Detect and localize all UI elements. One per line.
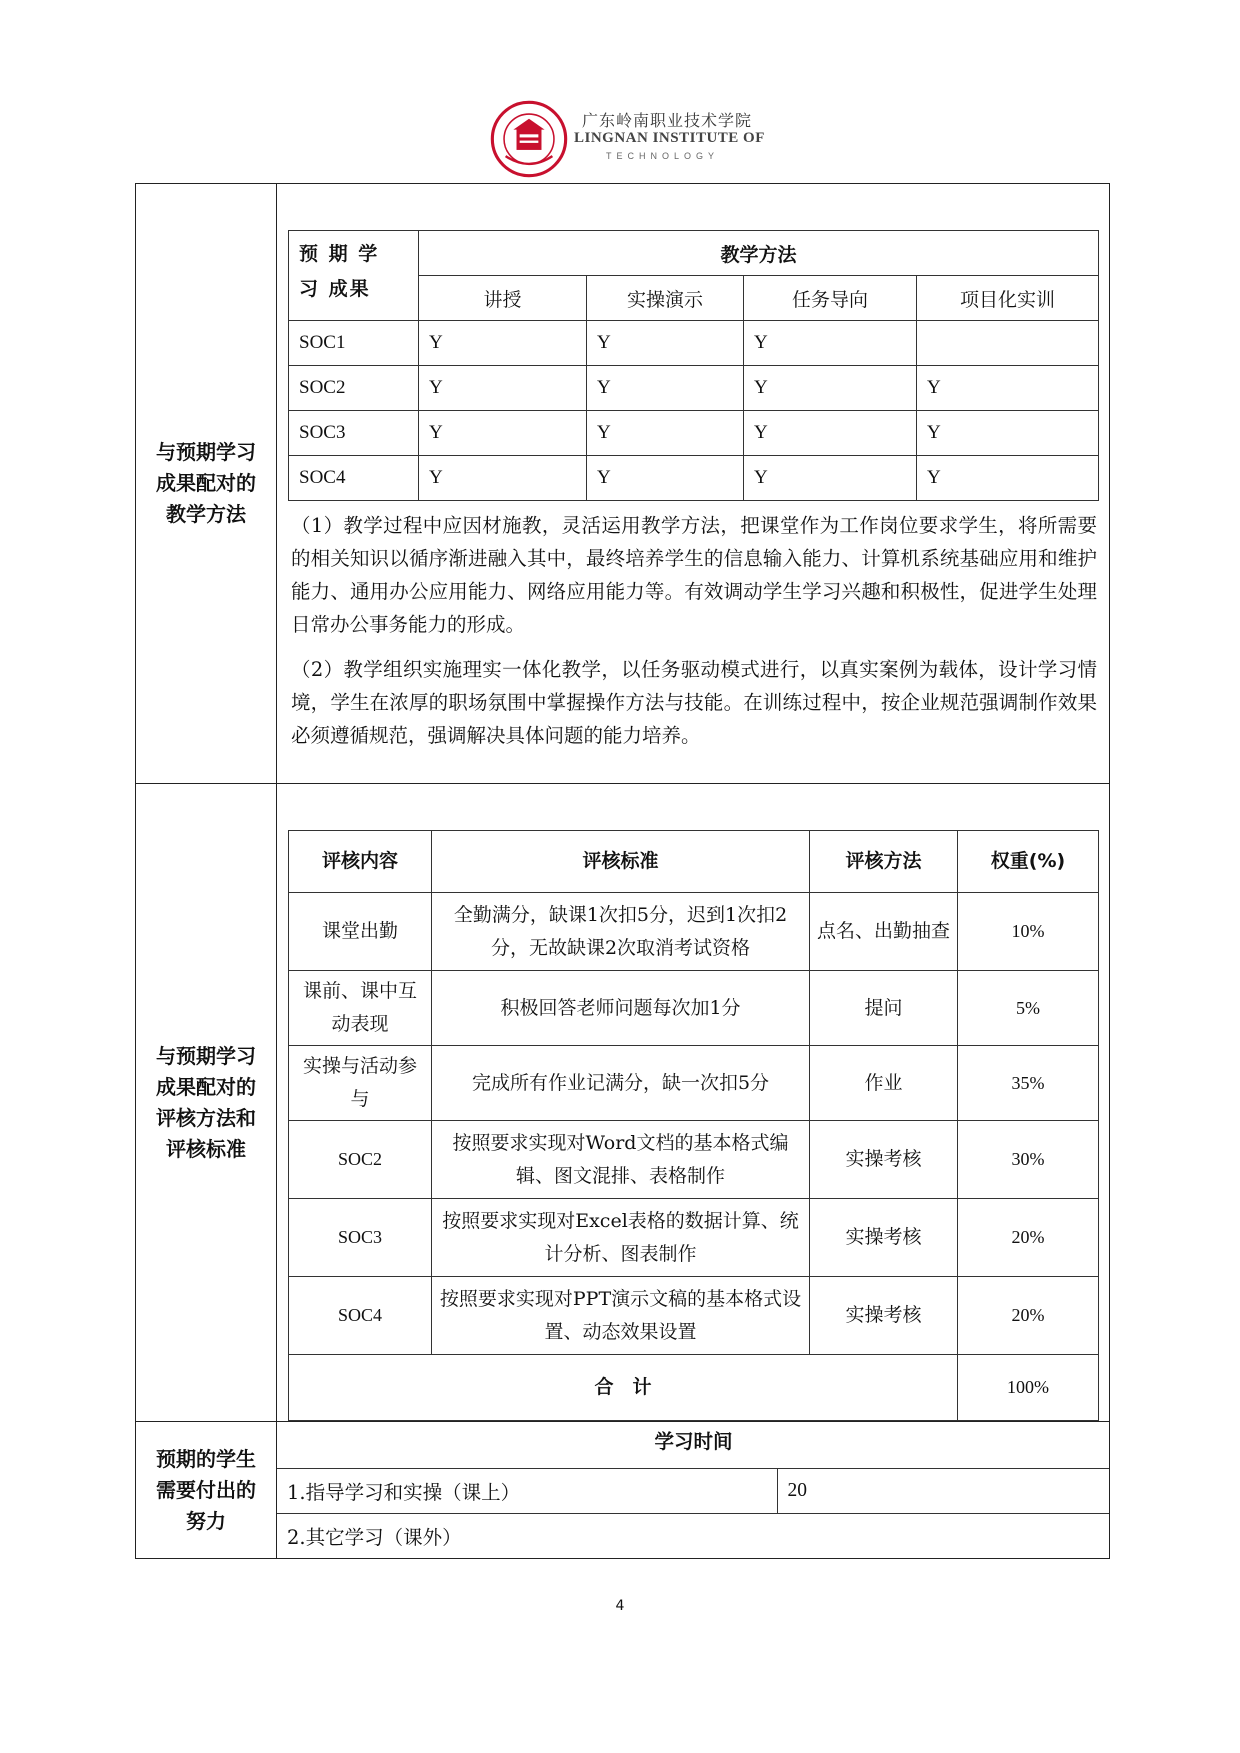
assessment-standard-cell: 全勤满分，缺课1次扣5分，迟到1次扣2分，无故缺课2次取消考试资格 (432, 893, 810, 971)
teaching-paragraph-1: （1）教学过程中应因材施教，灵活运用教学方法，把课堂作为工作岗位要求学生，将所需要的相关知识以循序渐进融入其中，最终培养学生的信息输入能力、计算机系统基础应用和维护能力、通用办公应用能力、网络应用能力等。有效调动学生学习兴趣和积极性，促进学生处理日常办公事务能力的形成。 (291, 514, 1097, 636)
value-cell: Y (587, 321, 744, 366)
study-item-label: 2.其它学习（课外） (277, 1513, 1110, 1558)
page-header (0, 96, 1240, 176)
teaching-methods-row (136, 184, 1110, 784)
outcome-cell: SOC1 (289, 321, 419, 366)
table-row (289, 1277, 1099, 1355)
school-name-en: LINGNAN INSTITUTE OF (574, 130, 765, 146)
assessment-content-cell: 课堂出勤 (289, 893, 432, 971)
table-row (277, 1513, 1110, 1558)
column-header: 讲授 (419, 276, 587, 321)
column-header: 实操演示 (587, 276, 744, 321)
assessment-weight-cell: 5% (958, 971, 1099, 1046)
table-row (289, 366, 1099, 411)
course-table (135, 183, 1110, 1559)
table-row (289, 321, 1099, 366)
value-cell: Y (744, 321, 917, 366)
teaching-methods-label: 与预期学习 成果配对的 教学方法 (136, 184, 277, 784)
effort-content (277, 1422, 1110, 1559)
assessment-method-cell: 实操考核 (810, 1121, 958, 1199)
assessment-content-cell: SOC4 (289, 1277, 432, 1355)
value-cell: Y (587, 456, 744, 501)
table-row (289, 893, 1099, 971)
assessment-total-row (289, 1355, 1099, 1421)
assessment-weight-cell: 10% (958, 893, 1099, 971)
assessment-standard-cell: 积极回答老师问题每次加1分 (432, 971, 810, 1046)
assessment-header-weight: 权重(%) (958, 831, 1099, 893)
table-row (277, 1468, 1110, 1513)
outcome-cell: SOC3 (289, 411, 419, 456)
assessment-total-label: 合 计 (289, 1355, 958, 1421)
assessment-header-content: 评核内容 (289, 831, 432, 893)
school-name-en-line2: TECHNOLOGY (606, 151, 720, 161)
value-cell: Y (419, 456, 587, 501)
value-cell (917, 321, 1099, 366)
value-cell: Y (419, 411, 587, 456)
study-item-label: 1.指导学习和实操（课上） (277, 1468, 777, 1513)
assessment-standard-cell: 按照要求实现对PPT演示文稿的基本格式设置、动态效果设置 (432, 1277, 810, 1355)
table-row (289, 1199, 1099, 1277)
column-header: 项目化实训 (917, 276, 1099, 321)
value-cell: Y (917, 366, 1099, 411)
assessment-method-cell: 作业 (810, 1046, 958, 1121)
value-cell: Y (744, 456, 917, 501)
value-cell: Y (917, 411, 1099, 456)
value-cell: Y (587, 411, 744, 456)
study-time-header: 学习时间 (277, 1422, 1110, 1468)
assessment-row (136, 784, 1110, 1422)
outcome-cell: SOC2 (289, 366, 419, 411)
assessment-weight-cell: 30% (958, 1121, 1099, 1199)
teaching-methods-group-header: 教学方法 (419, 231, 1099, 276)
assessment-label: 与预期学习 成果配对的 评核方法和 评核标准 (136, 784, 277, 1422)
value-cell: Y (419, 321, 587, 366)
page-number: 4 (615, 1598, 625, 1614)
assessment-method-cell: 提问 (810, 971, 958, 1046)
assessment-standard-cell: 按照要求实现对Word文档的基本格式编辑、图文混排、表格制作 (432, 1121, 810, 1199)
table-row (289, 971, 1099, 1046)
effort-row (136, 1422, 1110, 1559)
value-cell: Y (744, 366, 917, 411)
teaching-methods-content (277, 184, 1110, 784)
assessment-header-standard: 评核标准 (432, 831, 810, 893)
value-cell: Y (917, 456, 1099, 501)
effort-label: 预期的学生 需要付出的 努力 (136, 1422, 277, 1559)
outcome-cell: SOC4 (289, 456, 419, 501)
assessment-header-method: 评核方法 (810, 831, 958, 893)
value-cell: Y (587, 366, 744, 411)
assessment-weight-cell: 20% (958, 1277, 1099, 1355)
assessment-standard-cell: 按照要求实现对Excel表格的数据计算、统计分析、图表制作 (432, 1199, 810, 1277)
table-row (289, 411, 1099, 456)
assessment-content-cell: 课前、课中互动表现 (289, 971, 432, 1046)
school-seal-logo (490, 100, 568, 178)
outcome-corner-header: 预 期 学 习 成果 (289, 231, 419, 321)
assessment-weight-cell: 35% (958, 1046, 1099, 1121)
table-row (289, 1046, 1099, 1121)
assessment-standard-cell: 完成所有作业记满分，缺一次扣5分 (432, 1046, 810, 1121)
column-header: 任务导向 (744, 276, 917, 321)
assessment-content-cell: SOC2 (289, 1121, 432, 1199)
assessment-table (288, 830, 1099, 1421)
assessment-method-cell: 实操考核 (810, 1277, 958, 1355)
table-row (289, 1121, 1099, 1199)
study-item-value: 20 (777, 1468, 1110, 1513)
assessment-content (277, 784, 1110, 1422)
value-cell: Y (744, 411, 917, 456)
assessment-content-cell: SOC3 (289, 1199, 432, 1277)
study-time-table (277, 1422, 1110, 1558)
school-name-cn: 广东岭南职业技术学院 (582, 111, 753, 130)
table-row (289, 456, 1099, 501)
assessment-method-cell: 实操考核 (810, 1199, 958, 1277)
assessment-method-cell: 点名、出勤抽查 (810, 893, 958, 971)
assessment-total-value: 100% (958, 1355, 1099, 1421)
teaching-paragraph-2: （2）教学组织实施理实一体化教学，以任务驱动模式进行，以真实案例为载体，设计学习情境，学生在浓厚的职场氛围中掌握操作方法与技能。在训练过程中，按企业规范强调制作效果必须遵循规范，强调解决具体问题的能力培养。 (291, 658, 1097, 747)
teaching-methods-table (288, 230, 1099, 501)
value-cell: Y (419, 366, 587, 411)
assessment-weight-cell: 20% (958, 1199, 1099, 1277)
assessment-content-cell: 实操与活动参与 (289, 1046, 432, 1121)
